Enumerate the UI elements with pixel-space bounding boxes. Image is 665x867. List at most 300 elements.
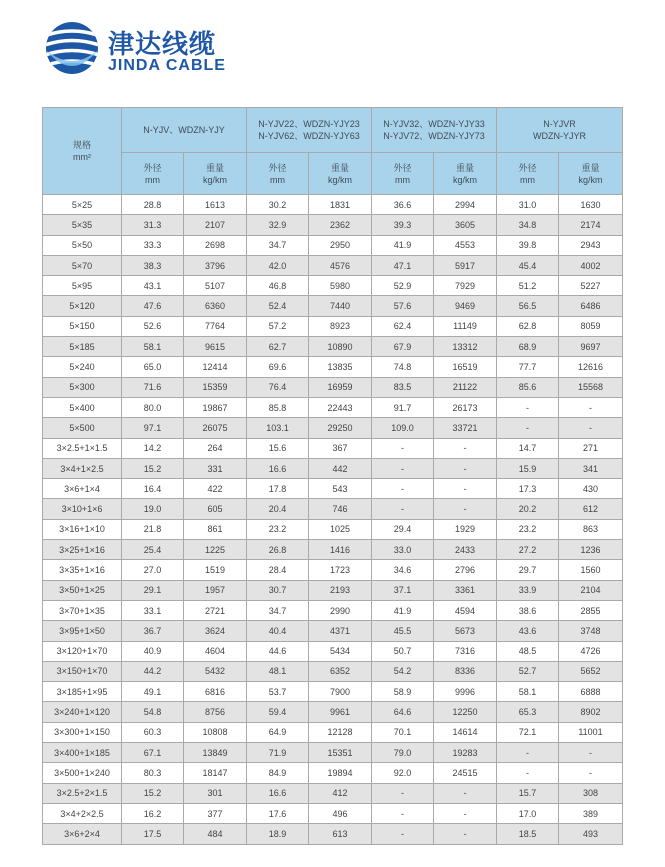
weight-cell: 1929	[434, 519, 497, 539]
weight-cell: 3748	[559, 621, 623, 641]
weight-cell: 3796	[184, 255, 247, 275]
outer-diameter-cell: 42.0	[247, 255, 309, 275]
outer-diameter-cell: 36.6	[372, 195, 434, 215]
table-row	[43, 702, 623, 722]
outer-diameter-cell: 29.7	[497, 560, 559, 580]
weight-cell: 301	[184, 783, 247, 803]
outer-diameter-cell: -	[497, 418, 559, 438]
weight-cell: 29250	[309, 418, 372, 438]
outer-diameter-cell: 62.8	[497, 316, 559, 336]
weight-cell: -	[434, 824, 497, 844]
outer-diameter-cell: 52.6	[122, 316, 184, 336]
od-header: 外径 mm	[247, 153, 309, 195]
outer-diameter-cell: 52.4	[247, 296, 309, 316]
spec-cell: 3×120+1×70	[43, 641, 122, 661]
weight-cell: 5917	[434, 255, 497, 275]
table-row	[43, 783, 623, 803]
weight-cell: 16959	[309, 377, 372, 397]
spec-cell: 3×6+2×4	[43, 824, 122, 844]
outer-diameter-cell: 51.2	[497, 276, 559, 296]
weight-cell: 13849	[184, 743, 247, 763]
weight-cell: 15359	[184, 377, 247, 397]
outer-diameter-cell: 18.9	[247, 824, 309, 844]
spec-cell: 3×2.5+1×1.5	[43, 438, 122, 458]
weight-cell: 6360	[184, 296, 247, 316]
outer-diameter-cell: 15.2	[122, 458, 184, 478]
weight-cell: 8059	[559, 316, 623, 336]
outer-diameter-cell: 17.3	[497, 479, 559, 499]
spec-cell: 3×6+1×4	[43, 479, 122, 499]
outer-diameter-cell: 103.1	[247, 418, 309, 438]
outer-diameter-cell: 16.2	[122, 803, 184, 823]
od-header: 外径 mm	[122, 153, 184, 195]
weight-cell: 12250	[434, 702, 497, 722]
spec-cell: 3×35+1×16	[43, 560, 122, 580]
weight-cell: 8923	[309, 316, 372, 336]
group-header-yjv22: N-YJV22、WDZN-YJY23 N-YJV62、WDZN-YJY63	[247, 108, 372, 153]
outer-diameter-cell: 14.2	[122, 438, 184, 458]
weight-cell: 605	[184, 499, 247, 519]
table-row	[43, 255, 623, 275]
table-row	[43, 438, 623, 458]
outer-diameter-cell: 92.0	[372, 763, 434, 783]
outer-diameter-cell: 47.6	[122, 296, 184, 316]
outer-diameter-cell: 80.0	[122, 397, 184, 417]
weight-cell: 8902	[559, 702, 623, 722]
weight-cell: 1723	[309, 560, 372, 580]
table-row	[43, 641, 623, 661]
weight-cell: 2193	[309, 580, 372, 600]
outer-diameter-cell: 37.1	[372, 580, 434, 600]
weight-cell: 18147	[184, 763, 247, 783]
outer-diameter-cell: 40.9	[122, 641, 184, 661]
outer-diameter-cell: 54.2	[372, 661, 434, 681]
weight-cell: 1560	[559, 560, 623, 580]
weight-cell: 13835	[309, 357, 372, 377]
weight-cell: 26075	[184, 418, 247, 438]
weight-cell: 2796	[434, 560, 497, 580]
outer-diameter-cell: 74.8	[372, 357, 434, 377]
table-row	[43, 519, 623, 539]
table-row	[43, 276, 623, 296]
spec-cell: 3×16+1×10	[43, 519, 122, 539]
outer-diameter-cell: 49.1	[122, 682, 184, 702]
outer-diameter-cell: 39.8	[497, 235, 559, 255]
weight-cell: 613	[309, 824, 372, 844]
outer-diameter-cell: -	[372, 824, 434, 844]
weight-cell: 389	[559, 803, 623, 823]
outer-diameter-cell: 38.6	[497, 600, 559, 620]
outer-diameter-cell: 44.6	[247, 641, 309, 661]
table-row	[43, 195, 623, 215]
weight-cell: 5673	[434, 621, 497, 641]
weight-cell: 2174	[559, 215, 623, 235]
weight-cell: 11149	[434, 316, 497, 336]
spec-cell: 3×400+1×185	[43, 743, 122, 763]
weight-cell: 4726	[559, 641, 623, 661]
outer-diameter-cell: 57.6	[372, 296, 434, 316]
weight-cell: -	[434, 479, 497, 499]
weight-cell: 1025	[309, 519, 372, 539]
outer-diameter-cell: 17.5	[122, 824, 184, 844]
weight-cell: 2950	[309, 235, 372, 255]
cable-spec-table	[42, 107, 623, 845]
outer-diameter-cell: 28.4	[247, 560, 309, 580]
weight-cell: 367	[309, 438, 372, 458]
spec-cell: 5×400	[43, 397, 122, 417]
weight-cell: -	[434, 803, 497, 823]
weight-cell: 8756	[184, 702, 247, 722]
weight-cell: 22443	[309, 397, 372, 417]
weight-cell: 19894	[309, 763, 372, 783]
weight-cell: 6486	[559, 296, 623, 316]
outer-diameter-cell: -	[372, 479, 434, 499]
weight-cell: 1416	[309, 540, 372, 560]
weight-cell: 7316	[434, 641, 497, 661]
table-row	[43, 743, 623, 763]
outer-diameter-cell: 72.1	[497, 722, 559, 742]
outer-diameter-cell: 19.0	[122, 499, 184, 519]
weight-cell: -	[559, 763, 623, 783]
spec-cell: 3×240+1×120	[43, 702, 122, 722]
outer-diameter-cell: 71.9	[247, 743, 309, 763]
weight-cell: 9469	[434, 296, 497, 316]
table-row	[43, 337, 623, 357]
group-header-yjv32: N-YJV32、WDZN-YJY33 N-YJV72、WDZN-YJY73	[372, 108, 497, 153]
outer-diameter-cell: 34.7	[247, 235, 309, 255]
outer-diameter-cell: -	[372, 783, 434, 803]
weight-cell: 7764	[184, 316, 247, 336]
weight-cell: 7440	[309, 296, 372, 316]
weight-header: 重量 kg/km	[434, 153, 497, 195]
weight-cell: 10808	[184, 722, 247, 742]
outer-diameter-cell: 38.3	[122, 255, 184, 275]
outer-diameter-cell: 17.6	[247, 803, 309, 823]
weight-cell: 5652	[559, 661, 623, 681]
outer-diameter-cell: 67.1	[122, 743, 184, 763]
weight-cell: 1831	[309, 195, 372, 215]
table-row	[43, 357, 623, 377]
table-row	[43, 560, 623, 580]
weight-cell: 2107	[184, 215, 247, 235]
outer-diameter-cell: -	[372, 438, 434, 458]
outer-diameter-cell: 83.5	[372, 377, 434, 397]
spec-cell: 3×185+1×95	[43, 682, 122, 702]
outer-diameter-cell: 79.0	[372, 743, 434, 763]
outer-diameter-cell: 31.0	[497, 195, 559, 215]
weight-cell: 3605	[434, 215, 497, 235]
table-row	[43, 296, 623, 316]
weight-cell: 9697	[559, 337, 623, 357]
outer-diameter-cell: 84.9	[247, 763, 309, 783]
weight-cell: 422	[184, 479, 247, 499]
table-row	[43, 540, 623, 560]
weight-cell: 4002	[559, 255, 623, 275]
table-row	[43, 722, 623, 742]
spec-cell: 3×50+1×25	[43, 580, 122, 600]
outer-diameter-cell: 17.8	[247, 479, 309, 499]
spec-cell: 3×4+2×2.5	[43, 803, 122, 823]
weight-cell: 7929	[434, 276, 497, 296]
brand-name-en: JINDA CABLE	[108, 57, 226, 74]
outer-diameter-cell: 43.6	[497, 621, 559, 641]
weight-cell: 4371	[309, 621, 372, 641]
outer-diameter-cell: 33.9	[497, 580, 559, 600]
table-row	[43, 682, 623, 702]
spec-cell: 3×300+1×150	[43, 722, 122, 742]
table-row	[43, 621, 623, 641]
weight-cell: 308	[559, 783, 623, 803]
outer-diameter-cell: 52.7	[497, 661, 559, 681]
outer-diameter-cell: 53.7	[247, 682, 309, 702]
weight-cell: 2433	[434, 540, 497, 560]
weight-cell: 331	[184, 458, 247, 478]
globe-logo-icon	[42, 20, 102, 76]
outer-diameter-cell: 16.4	[122, 479, 184, 499]
outer-diameter-cell: 62.4	[372, 316, 434, 336]
weight-cell: 15351	[309, 743, 372, 763]
outer-diameter-cell: 58.9	[372, 682, 434, 702]
outer-diameter-cell: 65.3	[497, 702, 559, 722]
outer-diameter-cell: 18.5	[497, 824, 559, 844]
outer-diameter-cell: 58.1	[497, 682, 559, 702]
spec-cell: 5×120	[43, 296, 122, 316]
outer-diameter-cell: 97.1	[122, 418, 184, 438]
outer-diameter-cell: 54.8	[122, 702, 184, 722]
weight-cell: 2994	[434, 195, 497, 215]
spec-cell: 5×500	[43, 418, 122, 438]
weight-cell: 15568	[559, 377, 623, 397]
weight-cell: 5432	[184, 661, 247, 681]
outer-diameter-cell: 20.2	[497, 499, 559, 519]
spec-header: 规格 mm²	[43, 108, 122, 195]
weight-cell: 2104	[559, 580, 623, 600]
outer-diameter-cell: 64.9	[247, 722, 309, 742]
outer-diameter-cell: 62.7	[247, 337, 309, 357]
spec-cell: 5×70	[43, 255, 122, 275]
outer-diameter-cell: 14.7	[497, 438, 559, 458]
table-row	[43, 235, 623, 255]
table-row	[43, 458, 623, 478]
spec-cell: 3×2.5+2×1.5	[43, 783, 122, 803]
brand-name-cn: 津达线缆	[108, 30, 217, 60]
outer-diameter-cell: 70.1	[372, 722, 434, 742]
outer-diameter-cell: 39.3	[372, 215, 434, 235]
od-header: 外径 mm	[497, 153, 559, 195]
outer-diameter-cell: 41.9	[372, 600, 434, 620]
outer-diameter-cell: 28.8	[122, 195, 184, 215]
outer-diameter-cell: 48.5	[497, 641, 559, 661]
outer-diameter-cell: 47.1	[372, 255, 434, 275]
weight-cell: 6816	[184, 682, 247, 702]
weight-cell: 861	[184, 519, 247, 539]
weight-cell: 21122	[434, 377, 497, 397]
weight-cell: 8336	[434, 661, 497, 681]
weight-cell: 442	[309, 458, 372, 478]
outer-diameter-cell: -	[372, 458, 434, 478]
brand-logo	[42, 20, 242, 76]
weight-cell: -	[434, 438, 497, 458]
weight-cell: 7900	[309, 682, 372, 702]
weight-cell: 2698	[184, 235, 247, 255]
weight-cell: 484	[184, 824, 247, 844]
outer-diameter-cell: 80.3	[122, 763, 184, 783]
outer-diameter-cell: 52.9	[372, 276, 434, 296]
weight-cell: 1613	[184, 195, 247, 215]
outer-diameter-cell: 77.7	[497, 357, 559, 377]
spec-cell: 3×10+1×6	[43, 499, 122, 519]
outer-diameter-cell: 29.4	[372, 519, 434, 539]
spec-cell: 5×300	[43, 377, 122, 397]
outer-diameter-cell: 91.7	[372, 397, 434, 417]
spec-cell: 5×240	[43, 357, 122, 377]
weight-cell: 16519	[434, 357, 497, 377]
table-row	[43, 397, 623, 417]
outer-diameter-cell: 17.0	[497, 803, 559, 823]
weight-cell: 19283	[434, 743, 497, 763]
outer-diameter-cell: 30.7	[247, 580, 309, 600]
outer-diameter-cell: 85.6	[497, 377, 559, 397]
outer-diameter-cell: 33.0	[372, 540, 434, 560]
weight-cell: 5107	[184, 276, 247, 296]
weight-cell: 12616	[559, 357, 623, 377]
outer-diameter-cell: 34.7	[247, 600, 309, 620]
spec-cell: 5×50	[43, 235, 122, 255]
weight-cell: 9961	[309, 702, 372, 722]
weight-cell: 6352	[309, 661, 372, 681]
weight-cell: 493	[559, 824, 623, 844]
table-row	[43, 600, 623, 620]
outer-diameter-cell: 36.7	[122, 621, 184, 641]
table-row	[43, 763, 623, 783]
outer-diameter-cell: 23.2	[497, 519, 559, 539]
weight-cell: 496	[309, 803, 372, 823]
outer-diameter-cell: 56.5	[497, 296, 559, 316]
group-header-yjv: N-YJV、WDZN-YJY	[122, 108, 247, 153]
table-row	[43, 377, 623, 397]
spec-table-body	[43, 195, 623, 845]
weight-header: 重量 kg/km	[559, 153, 623, 195]
table-row	[43, 418, 623, 438]
outer-diameter-cell: 85.8	[247, 397, 309, 417]
od-header: 外径 mm	[372, 153, 434, 195]
weight-cell: 863	[559, 519, 623, 539]
outer-diameter-cell: 59.4	[247, 702, 309, 722]
outer-diameter-cell: -	[497, 743, 559, 763]
outer-diameter-cell: 30.2	[247, 195, 309, 215]
outer-diameter-cell: 27.0	[122, 560, 184, 580]
weight-cell: 1630	[559, 195, 623, 215]
weight-cell: 33721	[434, 418, 497, 438]
weight-cell: 4553	[434, 235, 497, 255]
outer-diameter-cell: 109.0	[372, 418, 434, 438]
outer-diameter-cell: 29.1	[122, 580, 184, 600]
outer-diameter-cell: 48.1	[247, 661, 309, 681]
weight-cell: 24515	[434, 763, 497, 783]
weight-cell: 9615	[184, 337, 247, 357]
table-row	[43, 580, 623, 600]
outer-diameter-cell: -	[497, 763, 559, 783]
outer-diameter-cell: 41.9	[372, 235, 434, 255]
spec-cell: 5×150	[43, 316, 122, 336]
weight-cell: 3361	[434, 580, 497, 600]
weight-cell: 4576	[309, 255, 372, 275]
table-row	[43, 824, 623, 844]
outer-diameter-cell: 76.4	[247, 377, 309, 397]
outer-diameter-cell: 26.8	[247, 540, 309, 560]
weight-cell: 2990	[309, 600, 372, 620]
outer-diameter-cell: 44.2	[122, 661, 184, 681]
spec-cell: 5×35	[43, 215, 122, 235]
outer-diameter-cell: 45.5	[372, 621, 434, 641]
weight-cell: -	[434, 783, 497, 803]
table-row	[43, 661, 623, 681]
weight-cell: 5434	[309, 641, 372, 661]
weight-cell: 4604	[184, 641, 247, 661]
outer-diameter-cell: 58.1	[122, 337, 184, 357]
outer-diameter-cell: 69.6	[247, 357, 309, 377]
weight-cell: 264	[184, 438, 247, 458]
outer-diameter-cell: 15.7	[497, 783, 559, 803]
weight-cell: 5980	[309, 276, 372, 296]
outer-diameter-cell: 33.1	[122, 600, 184, 620]
spec-cell: 3×25+1×16	[43, 540, 122, 560]
outer-diameter-cell: 21.8	[122, 519, 184, 539]
weight-cell: 1957	[184, 580, 247, 600]
outer-diameter-cell: 15.9	[497, 458, 559, 478]
outer-diameter-cell: 71.6	[122, 377, 184, 397]
table-row	[43, 803, 623, 823]
outer-diameter-cell: 15.2	[122, 783, 184, 803]
weight-cell: -	[434, 458, 497, 478]
outer-diameter-cell: 31.3	[122, 215, 184, 235]
weight-cell: 3624	[184, 621, 247, 641]
weight-cell: 5227	[559, 276, 623, 296]
outer-diameter-cell: 57.2	[247, 316, 309, 336]
weight-cell: 9996	[434, 682, 497, 702]
weight-header: 重量 kg/km	[184, 153, 247, 195]
outer-diameter-cell: 50.7	[372, 641, 434, 661]
weight-cell: 19867	[184, 397, 247, 417]
table-row	[43, 215, 623, 235]
weight-header: 重量 kg/km	[309, 153, 372, 195]
weight-cell: 271	[559, 438, 623, 458]
outer-diameter-cell: 60.3	[122, 722, 184, 742]
outer-diameter-cell: 16.6	[247, 783, 309, 803]
weight-cell: 1236	[559, 540, 623, 560]
weight-cell: -	[559, 418, 623, 438]
weight-cell: 2362	[309, 215, 372, 235]
outer-diameter-cell: 67.9	[372, 337, 434, 357]
outer-diameter-cell: 68.9	[497, 337, 559, 357]
weight-cell: 612	[559, 499, 623, 519]
weight-cell: 543	[309, 479, 372, 499]
spec-cell: 3×95+1×50	[43, 621, 122, 641]
outer-diameter-cell: 23.2	[247, 519, 309, 539]
weight-cell: 12128	[309, 722, 372, 742]
spec-cell: 3×150+1×70	[43, 661, 122, 681]
outer-diameter-cell: -	[372, 499, 434, 519]
outer-diameter-cell: 34.6	[372, 560, 434, 580]
outer-diameter-cell: 27.2	[497, 540, 559, 560]
outer-diameter-cell: 46.8	[247, 276, 309, 296]
weight-cell: 430	[559, 479, 623, 499]
weight-cell: 13312	[434, 337, 497, 357]
outer-diameter-cell: 40.4	[247, 621, 309, 641]
spec-cell: 5×95	[43, 276, 122, 296]
weight-cell: 10890	[309, 337, 372, 357]
outer-diameter-cell: 32.9	[247, 215, 309, 235]
